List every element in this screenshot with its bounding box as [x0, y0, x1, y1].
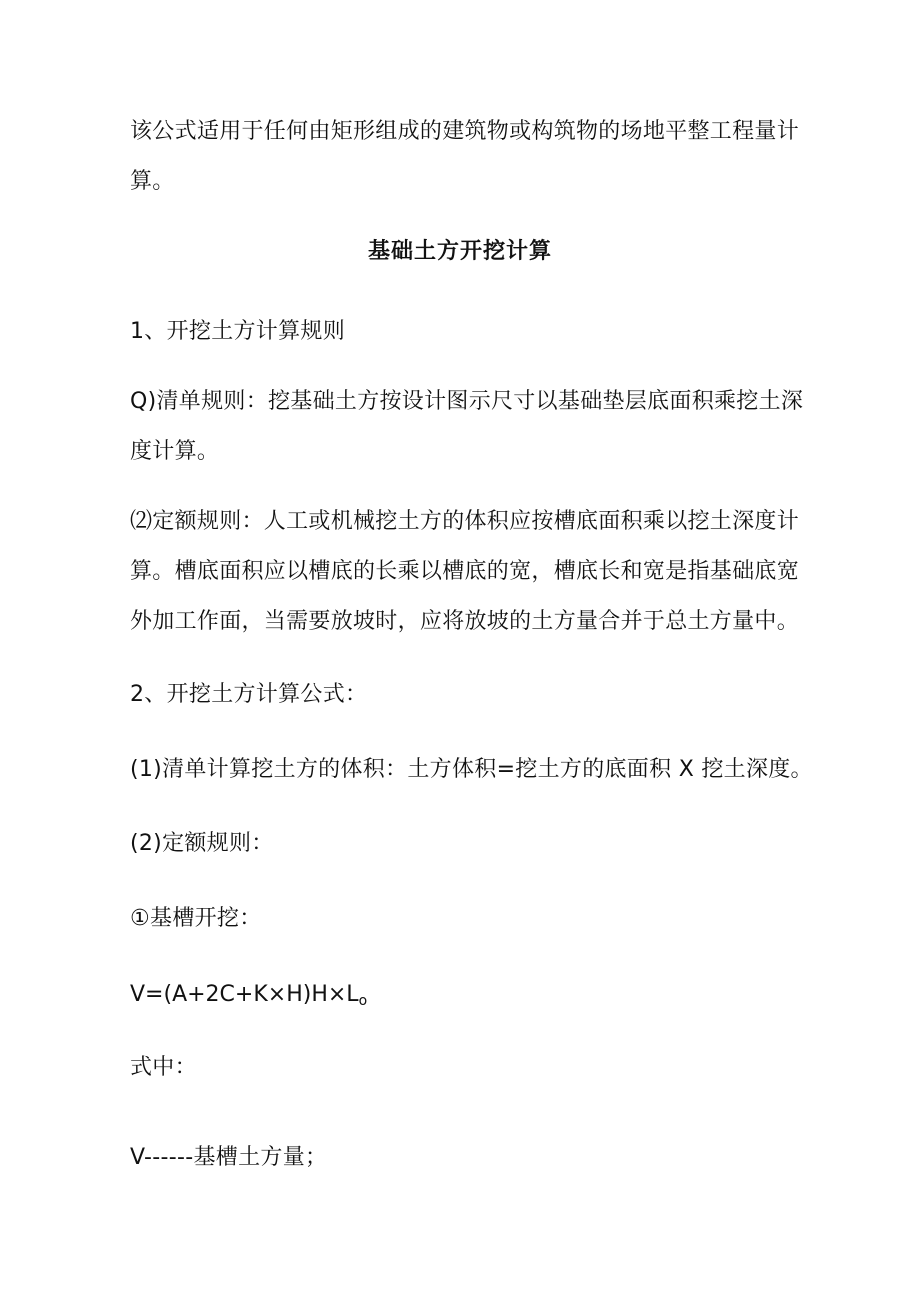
formula-line — [130, 980, 367, 1016]
formula-subscript: o — [358, 993, 368, 1009]
section-title: 基础土方开挖计算 — [367, 239, 552, 264]
s1-rule2-line-1: ⑵定额规则：人工或机械挖土方的体积应按槽底面积乘以挖土深度计 — [130, 509, 800, 534]
s2-sub-1: ①基槽开挖： — [130, 906, 262, 931]
s1-heading: 1、开挖土方计算规则 — [130, 319, 345, 344]
s2-heading: 2、开挖土方计算公式： — [130, 682, 368, 707]
intro-line-2: 算。 — [130, 169, 175, 194]
s1-rule1-line-2: 度计算。 — [130, 439, 220, 464]
s1-rule2-line-2: 算。槽底面积应以槽底的长乘以槽底的宽，槽底长和宽是指基础底宽 — [130, 559, 800, 584]
intro-line-1: 该公式适用于任何由矩形组成的建筑物或构筑物的场地平整工程量计 — [130, 119, 800, 144]
s2-item-2: (2)定额规则： — [130, 831, 274, 856]
s1-rule2-line-3: 外加工作面，当需要放坡时，应将放坡的土方量合并于总土方量中。 — [130, 609, 800, 634]
formula-main: V=(A+2C+K×H)H×L — [130, 982, 359, 1007]
s1-rule1-line-1: Q)清单规则：挖基础土方按设计图示尺寸以基础垫层底面积乘挖土深 — [130, 389, 804, 414]
s2-item-1: (1)清单计算挖土方的体积：土方体积=挖土方的底面积 X 挖土深度。 — [130, 757, 813, 782]
where-label: 式中： — [130, 1055, 197, 1080]
definition-v: V------基槽土方量； — [130, 1145, 328, 1170]
